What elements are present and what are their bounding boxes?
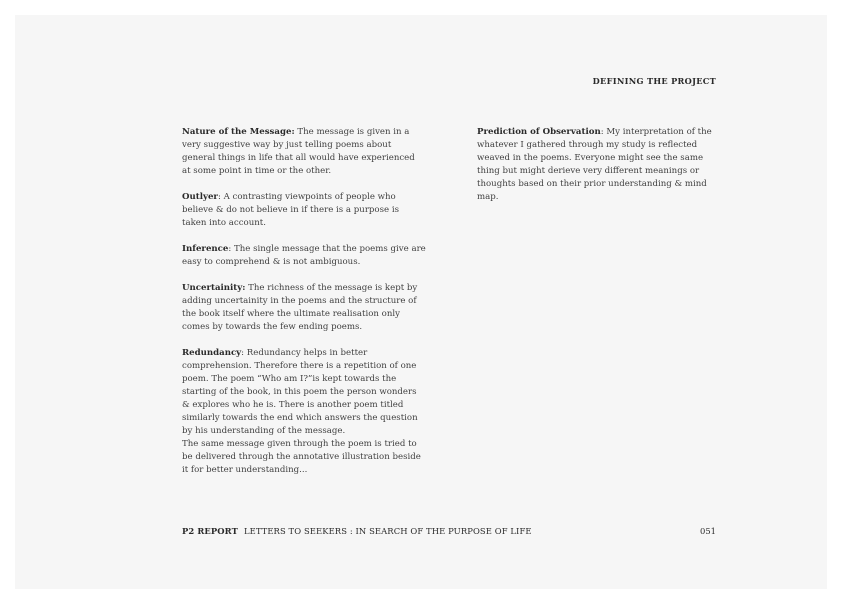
paragraph-inference: Inference: The single message that the poems give are easy to comprehend & is not ambiguous.: [182, 244, 426, 267]
section-header: DEFINING THE PROJECT: [592, 76, 716, 86]
paragraph-text: The richness of the message is kept by adding uncertainity in the poems and the structure of the book itself where the ultimate realisation only comes by towards the few ending poems.: [182, 283, 418, 332]
footer-report-label: P2 REPORT: [182, 526, 238, 536]
term-label: Outlyer: [182, 192, 218, 202]
right-column: [477, 126, 721, 217]
term-label: Uncertainity: [182, 283, 243, 293]
footer-title: LETTERS TO SEEKERS : IN SEARCH OF THE PURPOSE OF LIFE: [243, 526, 532, 536]
left-column: [182, 126, 426, 490]
paragraph-text: Redundancy helps in better comprehension. Therefore there is a repetition of one poem. The poem “Who am I?”is kept towards the starting of the book, in this poem the person wonders & explores who he is. There is another poem titled similarly towards the end which answers the question by his understanding of the message.: [182, 348, 418, 436]
paragraph-extra-text: The same message given through the poem is tried to be delivered through the annotative illustration beside it for better understanding...: [182, 439, 421, 475]
paragraph-outlyer: Outlyer: A contrasting viewpoints of people who believe & do not believe in if there is a purpose is taken into account.: [182, 192, 399, 228]
paragraph-text: A contrasting viewpoints of people who believe & do not believe in if there is a purpose is taken into account.: [182, 192, 399, 228]
paragraph-uncertainity: Uncertainity: The richness of the message is kept by adding uncertainity in the poems and the structure of the book itself where the ultimate realisation only comes by towards the few ending poems.: [182, 283, 418, 332]
paragraph-prediction-of-observation: Prediction of Observation: My interpretation of the whatever I gathered through my study is reflected weaved in the poems. Everyone might see the same thing but might derieve very different meanings or thoughts based on their prior understanding & mind map.: [477, 127, 712, 202]
footer: [182, 526, 532, 536]
term-label: Prediction of Observation: [477, 127, 601, 137]
paragraph-text: My interpretation of the whatever I gathered through my study is reflected weaved in the poems. Everyone might see the same thing but might derieve very different meanings or thoughts based on their prior understanding & mind map.: [477, 127, 712, 202]
paragraph-nature-of-message: Nature of the Message: The message is given in a very suggestive way by just telling poems about general things in life that all would have experienced at some point in time or the other.: [182, 127, 415, 176]
term-label: Nature of the Message: [182, 127, 292, 137]
term-label: Redundancy: [182, 348, 242, 358]
paragraph-text: The message is given in a very suggestive way by just telling poems about general things in life that all would have experienced at some point in time or the other.: [182, 127, 415, 176]
page-number: 051: [700, 526, 716, 536]
paragraph-text: The single message that the poems give are easy to comprehend & is not ambiguous.: [182, 244, 426, 267]
term-label: Inference: [182, 244, 229, 254]
paragraph-redundancy: Redundancy: Redundancy helps in better comprehension. Therefore there is a repetition of one poem. The poem “Who am I?”is kept towards the starting of the book, in this poem the person wonders & explores who he is. There is another poem titled similarly towards the end which answers the question by his understanding of the message. The same message given through the poem is tried to be delivered through the annotative illustration beside it for better understanding...: [182, 347, 426, 477]
report-page: [15, 15, 827, 589]
